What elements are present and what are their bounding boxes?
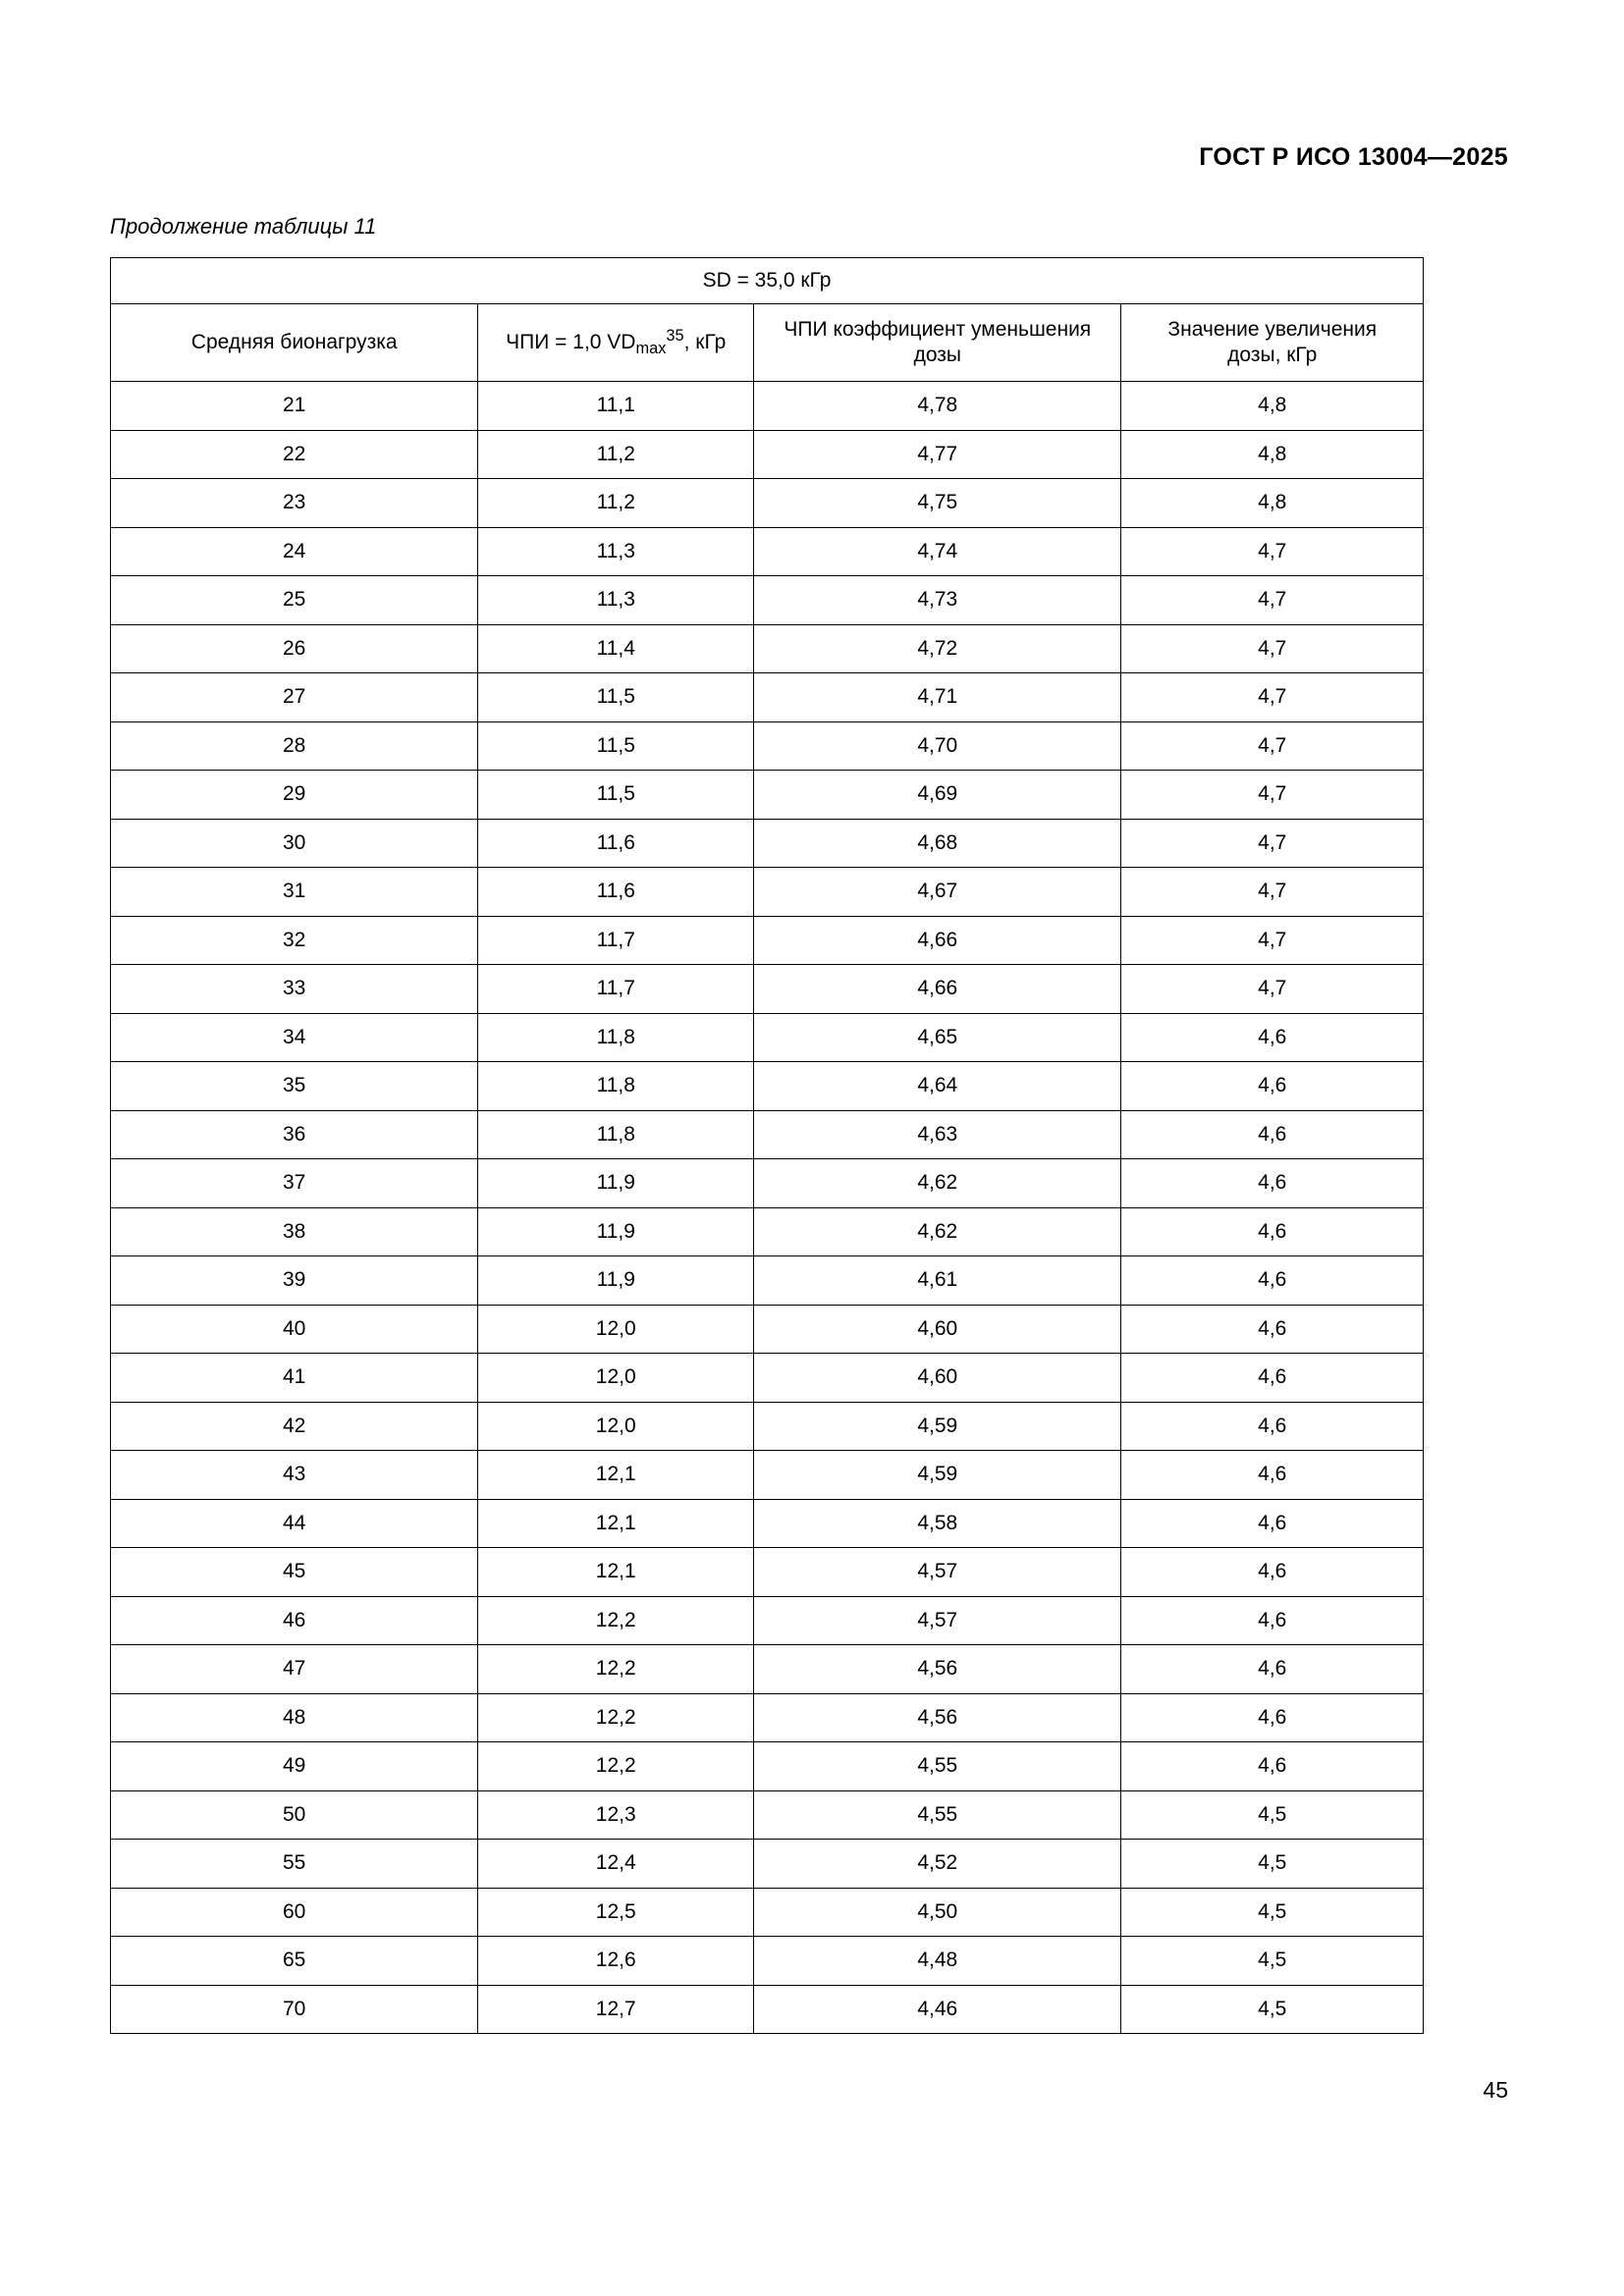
cell-sal-dose: 12,3 <box>478 1790 754 1840</box>
cell-dose-reduction-factor: 4,59 <box>754 1451 1121 1500</box>
cell-dose-reduction-factor: 4,60 <box>754 1305 1121 1354</box>
document-standard-title: ГОСТ Р ИСО 13004—2025 <box>1199 143 1508 171</box>
cell-dose-augment: 4,6 <box>1121 1693 1424 1742</box>
table-row <box>111 868 1424 917</box>
cell-bioburden: 26 <box>111 624 478 673</box>
cell-dose-augment: 4,5 <box>1121 1937 1424 1986</box>
cell-sal-dose: 11,9 <box>478 1256 754 1306</box>
cell-bioburden: 27 <box>111 673 478 722</box>
cell-bioburden: 22 <box>111 430 478 479</box>
cell-bioburden: 40 <box>111 1305 478 1354</box>
table-row <box>111 1548 1424 1597</box>
cell-sal-dose: 12,5 <box>478 1888 754 1937</box>
table-row <box>111 1888 1424 1937</box>
cell-dose-reduction-factor: 4,56 <box>754 1645 1121 1694</box>
cell-bioburden: 25 <box>111 576 478 625</box>
table-row <box>111 1985 1424 2034</box>
cell-dose-reduction-factor: 4,63 <box>754 1110 1121 1159</box>
cell-sal-dose: 11,8 <box>478 1013 754 1062</box>
table-row <box>111 771 1424 820</box>
table-row <box>111 721 1424 771</box>
table-row <box>111 430 1424 479</box>
cell-dose-augment: 4,6 <box>1121 1548 1424 1597</box>
cell-bioburden: 24 <box>111 527 478 576</box>
table-header <box>111 258 1424 382</box>
cell-bioburden: 29 <box>111 771 478 820</box>
page-number: 45 <box>1483 2077 1508 2103</box>
cell-bioburden: 41 <box>111 1354 478 1403</box>
cell-dose-reduction-factor: 4,75 <box>754 479 1121 528</box>
cell-bioburden: 42 <box>111 1402 478 1451</box>
table-row <box>111 1693 1424 1742</box>
cell-bioburden: 70 <box>111 1985 478 2034</box>
table-row <box>111 1062 1424 1111</box>
cell-sal-dose: 11,6 <box>478 868 754 917</box>
cell-dose-augment: 4,5 <box>1121 1790 1424 1840</box>
cell-sal-dose: 11,8 <box>478 1110 754 1159</box>
table-row <box>111 819 1424 868</box>
cell-dose-reduction-factor: 4,66 <box>754 965 1121 1014</box>
cell-dose-augment: 4,7 <box>1121 624 1424 673</box>
cell-dose-reduction-factor: 4,58 <box>754 1499 1121 1548</box>
cell-bioburden: 50 <box>111 1790 478 1840</box>
cell-dose-reduction-factor: 4,77 <box>754 430 1121 479</box>
cell-dose-augment: 4,7 <box>1121 868 1424 917</box>
cell-dose-reduction-factor: 4,70 <box>754 721 1121 771</box>
cell-dose-augment: 4,5 <box>1121 1888 1424 1937</box>
cell-dose-augment: 4,7 <box>1121 673 1424 722</box>
table-container <box>110 257 1424 2034</box>
table-row <box>111 1499 1424 1548</box>
cell-dose-augment: 4,7 <box>1121 819 1424 868</box>
cell-dose-reduction-factor: 4,65 <box>754 1013 1121 1062</box>
cell-bioburden: 43 <box>111 1451 478 1500</box>
cell-dose-augment: 4,6 <box>1121 1742 1424 1791</box>
cell-dose-augment: 4,6 <box>1121 1354 1424 1403</box>
cell-sal-dose: 11,9 <box>478 1159 754 1208</box>
cell-dose-reduction-factor: 4,66 <box>754 916 1121 965</box>
table-row <box>111 916 1424 965</box>
cell-dose-augment: 4,7 <box>1121 771 1424 820</box>
table-row <box>111 965 1424 1014</box>
column-header-sal-dose-pre: ЧПИ = 1,0 VD <box>506 331 636 354</box>
cell-sal-dose: 11,2 <box>478 479 754 528</box>
cell-dose-reduction-factor: 4,73 <box>754 576 1121 625</box>
cell-dose-augment: 4,8 <box>1121 479 1424 528</box>
cell-sal-dose: 11,6 <box>478 819 754 868</box>
column-header-sal-dose-sub: max <box>635 340 667 358</box>
column-header-dose-reduction-line2: дозы <box>913 344 962 366</box>
column-header-sal-dose-sup: 35 <box>666 327 684 346</box>
cell-sal-dose: 11,2 <box>478 430 754 479</box>
cell-bioburden: 55 <box>111 1840 478 1889</box>
table-row <box>111 382 1424 431</box>
column-header-dose-augment-line1: Значение увеличения <box>1167 317 1378 341</box>
table-span-header-row <box>111 258 1424 304</box>
cell-sal-dose: 11,8 <box>478 1062 754 1111</box>
table-row <box>111 1451 1424 1500</box>
cell-bioburden: 65 <box>111 1937 478 1986</box>
cell-dose-reduction-factor: 4,50 <box>754 1888 1121 1937</box>
cell-dose-augment: 4,7 <box>1121 527 1424 576</box>
cell-sal-dose: 12,0 <box>478 1305 754 1354</box>
column-header-dose-reduction-line1: ЧПИ коэффициент уменьшения <box>784 317 1092 341</box>
cell-sal-dose: 12,4 <box>478 1840 754 1889</box>
cell-bioburden: 33 <box>111 965 478 1014</box>
table-row <box>111 576 1424 625</box>
cell-sal-dose: 12,2 <box>478 1693 754 1742</box>
table-row <box>111 673 1424 722</box>
cell-dose-augment: 4,6 <box>1121 1159 1424 1208</box>
cell-sal-dose: 12,0 <box>478 1354 754 1403</box>
cell-dose-augment: 4,6 <box>1121 1110 1424 1159</box>
cell-sal-dose: 11,7 <box>478 965 754 1014</box>
cell-bioburden: 48 <box>111 1693 478 1742</box>
cell-bioburden: 36 <box>111 1110 478 1159</box>
column-header-dose-reduction-factor <box>754 304 1121 382</box>
cell-bioburden: 60 <box>111 1888 478 1937</box>
table-row <box>111 1207 1424 1256</box>
table-row <box>111 1840 1424 1889</box>
dose-table <box>110 257 1424 2034</box>
cell-dose-reduction-factor: 4,56 <box>754 1693 1121 1742</box>
table-row <box>111 624 1424 673</box>
cell-dose-reduction-factor: 4,67 <box>754 868 1121 917</box>
table-row <box>111 1110 1424 1159</box>
cell-dose-augment: 4,6 <box>1121 1305 1424 1354</box>
cell-dose-augment: 4,6 <box>1121 1499 1424 1548</box>
cell-bioburden: 49 <box>111 1742 478 1791</box>
table-span-header-cell: SD = 35,0 кГр <box>111 258 1424 304</box>
column-header-dose-augment-line2: дозы, кГр <box>1227 344 1318 366</box>
cell-dose-reduction-factor: 4,72 <box>754 624 1121 673</box>
cell-dose-augment: 4,5 <box>1121 1985 1424 2034</box>
cell-bioburden: 32 <box>111 916 478 965</box>
cell-sal-dose: 12,2 <box>478 1645 754 1694</box>
cell-dose-reduction-factor: 4,59 <box>754 1402 1121 1451</box>
cell-bioburden: 21 <box>111 382 478 431</box>
cell-sal-dose: 12,1 <box>478 1548 754 1597</box>
cell-sal-dose: 11,3 <box>478 527 754 576</box>
cell-bioburden: 28 <box>111 721 478 771</box>
table-row <box>111 1937 1424 1986</box>
cell-sal-dose: 11,1 <box>478 382 754 431</box>
column-header-dose-augment <box>1121 304 1424 382</box>
cell-dose-augment: 4,6 <box>1121 1402 1424 1451</box>
table-row <box>111 1013 1424 1062</box>
cell-dose-augment: 4,6 <box>1121 1256 1424 1306</box>
cell-sal-dose: 12,7 <box>478 1985 754 2034</box>
cell-sal-dose: 12,1 <box>478 1499 754 1548</box>
cell-dose-augment: 4,6 <box>1121 1645 1424 1694</box>
column-header-bioburden: Средняя бионагрузка <box>111 304 478 382</box>
cell-dose-augment: 4,7 <box>1121 576 1424 625</box>
cell-bioburden: 23 <box>111 479 478 528</box>
cell-sal-dose: 11,3 <box>478 576 754 625</box>
cell-bioburden: 37 <box>111 1159 478 1208</box>
cell-sal-dose: 11,9 <box>478 1207 754 1256</box>
column-header-sal-dose-post: , кГр <box>683 331 727 354</box>
table-row <box>111 1596 1424 1645</box>
cell-dose-reduction-factor: 4,57 <box>754 1596 1121 1645</box>
cell-bioburden: 34 <box>111 1013 478 1062</box>
cell-dose-augment: 4,7 <box>1121 721 1424 771</box>
table-row <box>111 1645 1424 1694</box>
cell-dose-augment: 4,6 <box>1121 1596 1424 1645</box>
table-row <box>111 527 1424 576</box>
cell-bioburden: 47 <box>111 1645 478 1694</box>
cell-bioburden: 45 <box>111 1548 478 1597</box>
table-row <box>111 1256 1424 1306</box>
cell-dose-reduction-factor: 4,48 <box>754 1937 1121 1986</box>
cell-bioburden: 30 <box>111 819 478 868</box>
cell-dose-reduction-factor: 4,61 <box>754 1256 1121 1306</box>
table-caption: Продолжение таблицы 11 <box>110 214 377 239</box>
cell-sal-dose: 11,5 <box>478 721 754 771</box>
cell-dose-augment: 4,6 <box>1121 1451 1424 1500</box>
table-row <box>111 1790 1424 1840</box>
cell-dose-augment: 4,6 <box>1121 1207 1424 1256</box>
table-row <box>111 479 1424 528</box>
cell-sal-dose: 12,6 <box>478 1937 754 1986</box>
cell-dose-reduction-factor: 4,64 <box>754 1062 1121 1111</box>
cell-dose-reduction-factor: 4,60 <box>754 1354 1121 1403</box>
cell-dose-augment: 4,7 <box>1121 965 1424 1014</box>
cell-sal-dose: 12,1 <box>478 1451 754 1500</box>
cell-dose-augment: 4,5 <box>1121 1840 1424 1889</box>
cell-dose-augment: 4,8 <box>1121 382 1424 431</box>
cell-sal-dose: 12,2 <box>478 1596 754 1645</box>
cell-dose-reduction-factor: 4,57 <box>754 1548 1121 1597</box>
cell-dose-reduction-factor: 4,74 <box>754 527 1121 576</box>
cell-dose-reduction-factor: 4,71 <box>754 673 1121 722</box>
table-row <box>111 1742 1424 1791</box>
table-row <box>111 1402 1424 1451</box>
cell-sal-dose: 11,4 <box>478 624 754 673</box>
cell-sal-dose: 12,0 <box>478 1402 754 1451</box>
table-row <box>111 1354 1424 1403</box>
cell-dose-reduction-factor: 4,68 <box>754 819 1121 868</box>
cell-dose-reduction-factor: 4,62 <box>754 1159 1121 1208</box>
cell-dose-augment: 4,8 <box>1121 430 1424 479</box>
table-column-header-row <box>111 304 1424 382</box>
cell-sal-dose: 11,7 <box>478 916 754 965</box>
cell-dose-augment: 4,7 <box>1121 916 1424 965</box>
cell-dose-augment: 4,6 <box>1121 1013 1424 1062</box>
cell-bioburden: 46 <box>111 1596 478 1645</box>
column-header-sal-dose <box>478 304 754 382</box>
cell-bioburden: 35 <box>111 1062 478 1111</box>
table-row <box>111 1305 1424 1354</box>
cell-bioburden: 38 <box>111 1207 478 1256</box>
cell-bioburden: 39 <box>111 1256 478 1306</box>
cell-dose-reduction-factor: 4,69 <box>754 771 1121 820</box>
cell-dose-reduction-factor: 4,62 <box>754 1207 1121 1256</box>
table-body <box>111 382 1424 2034</box>
cell-dose-reduction-factor: 4,52 <box>754 1840 1121 1889</box>
cell-bioburden: 44 <box>111 1499 478 1548</box>
cell-dose-reduction-factor: 4,78 <box>754 382 1121 431</box>
table-row <box>111 1159 1424 1208</box>
cell-dose-reduction-factor: 4,55 <box>754 1742 1121 1791</box>
cell-sal-dose: 11,5 <box>478 673 754 722</box>
cell-dose-augment: 4,6 <box>1121 1062 1424 1111</box>
cell-dose-reduction-factor: 4,46 <box>754 1985 1121 2034</box>
cell-bioburden: 31 <box>111 868 478 917</box>
cell-sal-dose: 11,5 <box>478 771 754 820</box>
cell-sal-dose: 12,2 <box>478 1742 754 1791</box>
cell-dose-reduction-factor: 4,55 <box>754 1790 1121 1840</box>
